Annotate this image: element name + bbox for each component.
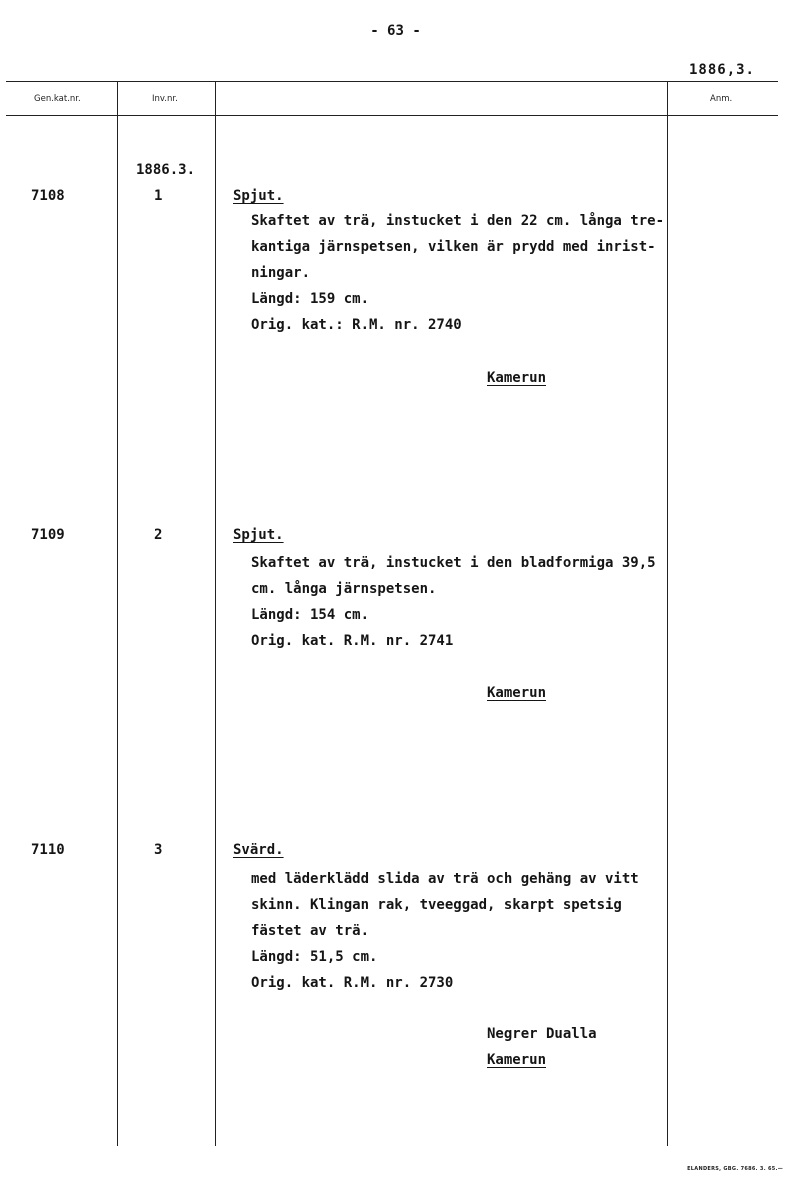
gen-kat-number: 7108 — [31, 188, 65, 204]
entry-location: Kamerun — [487, 1052, 547, 1068]
entry-title: Spjut. — [233, 188, 284, 204]
entry-location: Kamerun — [487, 370, 547, 386]
column-divider-desc-anm — [667, 81, 668, 1146]
description-line: Orig. kat. R.M. nr. 2730 — [251, 975, 454, 991]
description-line: fästet av trä. — [251, 923, 370, 939]
inv-number: 2 — [154, 527, 163, 543]
description-line: Längd: 159 cm. — [251, 291, 370, 307]
page-number: - 63 - — [370, 23, 421, 39]
description-line: Längd: 51,5 cm. — [251, 949, 378, 965]
description-line: med läderklädd slida av trä och gehäng av vitt — [251, 871, 639, 887]
inv-number: 1 — [154, 188, 163, 204]
gen-kat-number: 7109 — [31, 527, 65, 543]
description-line: cm. långa järnspetsen. — [251, 581, 437, 597]
printer-footer: ELANDERS, GBG. 7686. 3. 65.— — [687, 1166, 783, 1172]
header-top-rule — [6, 81, 778, 82]
inv-number: 3 — [154, 842, 163, 858]
entry-description — [251, 550, 656, 654]
entry-description — [251, 208, 664, 338]
description-line: ningar. — [251, 265, 311, 281]
column-header-anm: Anm. — [710, 94, 733, 104]
entry-people: Negrer Dualla — [487, 1026, 597, 1042]
entry-title: Spjut. — [233, 527, 284, 543]
description-line: Orig. kat. R.M. nr. 2741 — [251, 633, 454, 649]
accession-header: 1886,3. — [688, 62, 755, 78]
gen-kat-number: 7110 — [31, 842, 65, 858]
column-header-gen-kat-nr: Gen.kat.nr. — [34, 94, 81, 104]
inventory-group-label: 1886.3. — [136, 162, 196, 178]
entry-title: Svärd. — [233, 842, 284, 858]
description-line: kantiga järnspetsen, vilken är prydd med inrist- — [251, 239, 656, 255]
entry-description — [251, 866, 639, 996]
column-divider-inv-desc — [215, 81, 216, 1146]
entry-location: Kamerun — [487, 685, 547, 701]
description-line: skinn. Klingan rak, tveeggad, skarpt spetsig — [251, 897, 622, 913]
header-bottom-rule — [6, 115, 778, 116]
description-line: Orig. kat.: R.M. nr. 2740 — [251, 317, 462, 333]
column-header-inv-nr: Inv.nr. — [152, 94, 178, 104]
column-divider-gen-inv — [117, 81, 118, 1146]
description-line: Skaftet av trä, instucket i den bladformiga 39,5 — [251, 555, 656, 571]
description-line: Skaftet av trä, instucket i den 22 cm. långa tre- — [251, 213, 665, 229]
description-line: Längd: 154 cm. — [251, 607, 370, 623]
